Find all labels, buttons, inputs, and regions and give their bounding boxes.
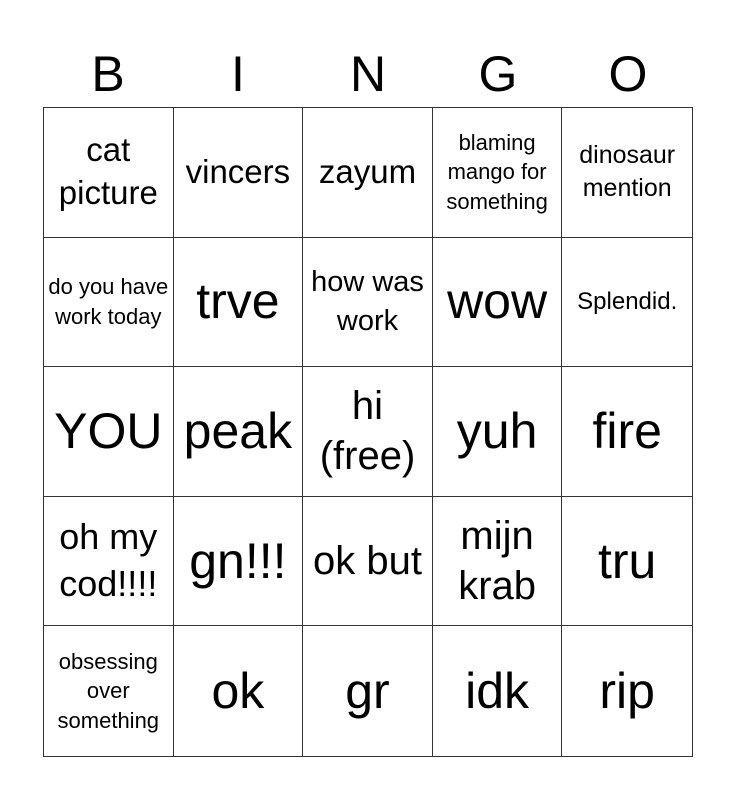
cell-text: do you have work today (48, 274, 169, 329)
cell-text: fire (592, 402, 662, 459)
cell-text: dinosaur mention (579, 140, 676, 203)
cell-text: rip (599, 662, 655, 719)
cell-text: wow (447, 273, 548, 330)
bingo-board (43, 107, 693, 757)
cell-text: trve (196, 273, 280, 330)
cell-text: blaming mango for something (446, 129, 548, 215)
cell-text: gn!!! (189, 532, 287, 589)
bingo-cell[interactable] (174, 626, 304, 756)
bingo-cell[interactable] (44, 108, 174, 238)
cell-text: YOU (54, 402, 163, 459)
cell-text: ok but (313, 539, 422, 584)
bingo-cell[interactable] (303, 238, 433, 368)
bingo-cell[interactable] (303, 367, 433, 497)
bingo-cell[interactable] (174, 367, 304, 497)
bingo-cell[interactable] (433, 497, 563, 627)
header-letter-i: I (231, 46, 245, 102)
bingo-cell[interactable] (433, 108, 563, 238)
bingo-cell[interactable] (562, 626, 692, 756)
cell-text: obsessing over something (57, 648, 160, 734)
cell-text: gr (345, 662, 390, 719)
bingo-cell[interactable] (433, 238, 563, 368)
bingo-cell[interactable] (44, 367, 174, 497)
cell-text: mijn krab (458, 514, 536, 609)
header-letter-n: N (349, 46, 387, 102)
bingo-cell[interactable] (433, 367, 563, 497)
bingo-cell[interactable] (303, 497, 433, 627)
cell-text: zayum (318, 152, 417, 190)
cell-text: peak (183, 402, 293, 459)
bingo-cell[interactable] (44, 626, 174, 756)
bingo-cell[interactable] (174, 238, 304, 368)
cell-text: hi (free) (319, 384, 416, 479)
cell-text: how was work (311, 265, 424, 337)
bingo-header (43, 40, 693, 108)
bingo-cell[interactable] (562, 497, 692, 627)
cell-text: tru (598, 532, 657, 589)
cell-text: cat picture (58, 131, 158, 212)
bingo-cell[interactable] (174, 497, 304, 627)
bingo-cell[interactable] (303, 108, 433, 238)
cell-text: yuh (456, 402, 538, 459)
bingo-cell[interactable] (44, 497, 174, 627)
cell-text: idk (465, 662, 530, 719)
bingo-cell[interactable] (303, 626, 433, 756)
cell-text: vincers (185, 152, 291, 190)
bingo-cell[interactable] (562, 367, 692, 497)
header-letter-b: B (91, 46, 125, 102)
bingo-cell[interactable] (174, 108, 304, 238)
cell-text: ok (211, 662, 265, 719)
cell-text: Splendid. (577, 287, 678, 315)
bingo-cell[interactable] (433, 626, 563, 756)
bingo-cell[interactable] (562, 238, 692, 368)
bingo-cell[interactable] (44, 238, 174, 368)
bingo-cell[interactable] (562, 108, 692, 238)
header-letter-g: G (478, 46, 518, 102)
header-letter-o: O (608, 46, 648, 102)
cell-text: oh my cod!!!! (59, 516, 158, 605)
